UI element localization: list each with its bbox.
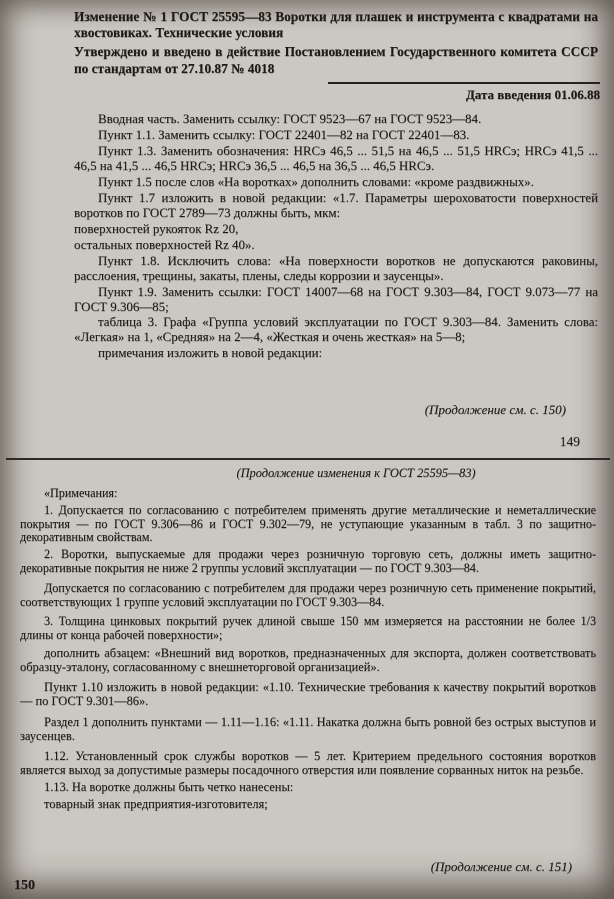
page-number-150: 150 xyxy=(14,878,35,893)
document-paragraph: Пункт 1.9. Заменить ссылки: ГОСТ 14007—68 на ГОСТ 9.303—84, ГОСТ 9.073—77 на ГОСТ 9.306—85; xyxy=(74,284,598,314)
continuation-note-to-150: (Продолжение см. с. 150) xyxy=(424,402,566,417)
document-paragraph: Пункт 1.10 изложить в новой редакции: «1.10. Технические требования к качеству покрытий воротков — по ГОСТ 9.301—86». xyxy=(20,680,596,709)
document-paragraph: Пункт 1.7 изложить в новой редакции: «1.7. Параметры шероховатости поверхностей воротков по ГОСТ 2789—73 должны быть, мкм: xyxy=(74,190,598,220)
page-150-body xyxy=(20,487,596,811)
document-paragraph: Пункт 1.5 после слов «На воротках» дополнить словами: «кроме раздвижных». xyxy=(98,174,534,189)
document-paragraph: 2. Воротки, выпускаемые для продажи через розничную торговую сеть, должны иметь защитно-декоративные покрытия не ниже 2 группы условий эксплуатации — по ГОСТ 9.303—84. xyxy=(20,547,596,576)
document-paragraph: 3. Толщина цинковых покрытий ручек длиной свыше 150 мм измеряется на расстоянии не более 1/3 длины от конца рабочей поверхности»; xyxy=(20,614,596,643)
page-150 xyxy=(0,462,614,899)
continuation-note-to-151: (Продолжение см. с. 151) xyxy=(430,859,572,874)
introduction-date-label: Дата введения 01.06.88 xyxy=(465,86,600,102)
document-paragraph: остальных поверхностей Rz 40». xyxy=(74,237,255,252)
approval-statement: Утверждено и введено в действие Постановлением Государственного комитета СССР по стандартам от 27.10.87 № 4018 xyxy=(74,44,598,76)
document-paragraph: «Примечания: xyxy=(44,486,118,501)
document-paragraph: 1. Допускается по согласованию с потребителем применять другие металлические и неметаллические покрытия — по ГОСТ 9.306—86 и ГОСТ 9.302—79, не уступающие указанным в табл. 3 по защитно-декоративным свойствам. xyxy=(20,502,596,545)
document-paragraph: поверхностей рукояток Rz 20, xyxy=(74,221,239,236)
document-paragraph: Вводная часть. Заменить ссылку: ГОСТ 9523—67 на ГОСТ 9523—84. xyxy=(98,111,482,126)
document-paragraph: товарный знак предприятия-изготовителя; xyxy=(44,797,268,812)
continuation-header: (Продолжение изменения к ГОСТ 25595—83) xyxy=(236,466,476,480)
amendment-title: Изменение № 1 ГОСТ 25595—83 Воротки для плашек и инструмента с квадратами на хвостовиках. Технические условия xyxy=(74,9,598,41)
document-paragraph: таблица 3. Графа «Группа условий эксплуатации по ГОСТ 9.303—84. Заменить слова: «Легкая» на 1, «Средняя» на 2—4, «Жесткая и очень жесткая» на 5—8; xyxy=(74,315,598,345)
page-separator-line xyxy=(6,458,610,460)
document-paragraph: 1.12. Установленный срок службы воротков — 5 лет. Критерием предельного состояния воротков является выход за допустимые размеры посадочного отверстия или появление сорванных ниток на резьбе. xyxy=(20,748,596,777)
document-paragraph: Раздел 1 дополнить пунктами — 1.11—1.16: «1.11. Накатка должна быть ровной без острых выступов и заусенцев. xyxy=(20,714,596,743)
document-paragraph: Допускается по согласованию с потребителем для продажи через розничную сеть применение покрытий, соответствующих 1 группе условий эксплуатации по ГОСТ 9.303—84. xyxy=(20,580,596,609)
document-paragraph: Пункт 1.8. Исключить слова: «На поверхности воротков не допускаются раковины, расслоения, трещины, закаты, плены, следы коррозии и заусенцы». xyxy=(74,253,598,283)
introduction-date-box xyxy=(328,82,600,103)
document-paragraph: 1.13. На воротке должны быть четко нанесены: xyxy=(44,780,294,795)
document-paragraph: Пункт 1.1. Заменить ссылку: ГОСТ 22401—82 на ГОСТ 22401—83. xyxy=(98,127,470,142)
page-149-body xyxy=(74,112,598,362)
page-number-149: 149 xyxy=(559,434,580,449)
document-paragraph: Пункт 1.3. Заменить обозначения: HRCэ 46,5 ... 51,5 на 46,5 ... 51,5 HRCэ; HRCэ 41,5 ... 46,5 на 41,5 ... 46,5 HRCэ; HRCэ 36,5 ... 46,5 на 36,5 ... 46,5 HRCэ. xyxy=(74,143,598,173)
document-paragraph: примечания изложить в новой редакции: xyxy=(98,346,323,361)
document-paragraph: дополнить абзацем: «Внешний вид воротков, предназначенных для экспорта, должен соответствовать образцу-эталону, согласованному с внешнеторговой организацией». xyxy=(20,645,596,675)
